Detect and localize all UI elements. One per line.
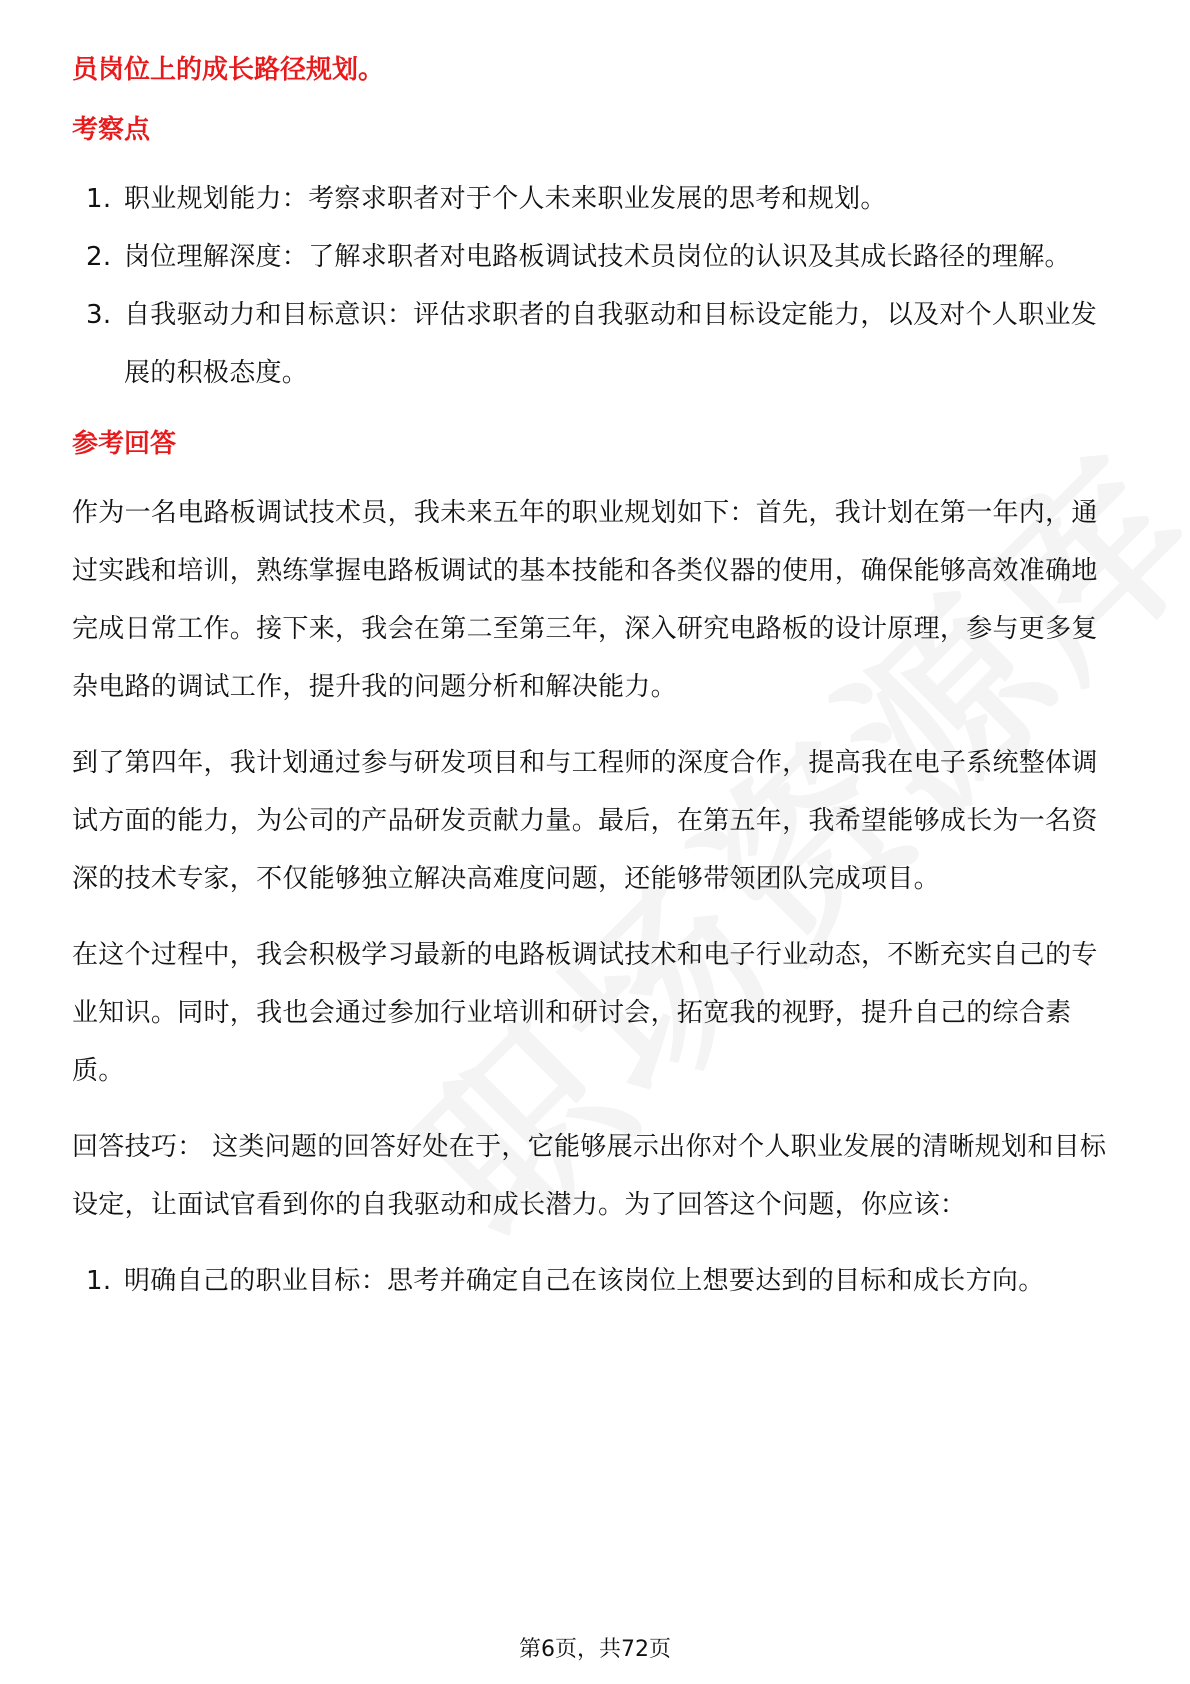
list-item-text: 明确自己的职业目标：思考并确定自己在该岗位上想要达到的目标和成长方向。: [124, 1266, 1045, 1296]
list-number: 1.: [86, 184, 112, 214]
answer-paragraph: 到了第四年，我计划通过参与研发项目和与工程师的深度合作，提高我在电子系统整体调试方面的能力，为公司的产品研发贡献力量。最后，在第五年，我希望能够成长为一名资深的技术专家，不仅能够独立解决高难度问题，还能够带领团队完成项目。: [72, 748, 1098, 894]
section-title-reference-answer: 参考回答: [72, 429, 177, 459]
list-number: 2.: [86, 242, 112, 272]
list-item-text: 岗位理解深度：了解求职者对电路板调试技术员岗位的认识及其成长路径的理解。: [124, 242, 1071, 272]
page-content: [72, 54, 1122, 1310]
answer-paragraph: 在这个过程中，我会积极学习最新的电路板调试技术和电子行业动态，不断充实自己的专业知识。同时，我也会通过参加行业培训和研讨会，拓宽我的视野，提升自己的综合素质。: [72, 940, 1098, 1086]
list-item-text: 职业规划能力：考察求职者对于个人未来职业发展的思考和规划。: [124, 184, 887, 214]
list-item: [72, 1252, 1122, 1310]
list-item: [72, 228, 1122, 286]
list-item: [72, 170, 1122, 228]
answer-tips-paragraph: 回答技巧： 这类问题的回答好处在于，它能够展示出你对个人职业发展的清晰规划和目标设定，让面试官看到你的自我驱动和成长潜力。为了回答这个问题，你应该：: [72, 1132, 1107, 1220]
answer-tips-list: [72, 1252, 1122, 1310]
list-number: 3.: [86, 300, 112, 330]
answer-paragraph: 作为一名电路板调试技术员，我未来五年的职业规划如下：首先，我计划在第一年内，通过实践和培训，熟练掌握电路板调试的基本技能和各类仪器的使用，确保能够高效准确地完成日常工作。接下来，我会在第二至第三年，深入研究电路板的设计原理，参与更多复杂电路的调试工作，提升我的问题分析和解决能力。: [72, 498, 1098, 702]
list-number: 1.: [86, 1266, 112, 1296]
list-item: [72, 286, 1122, 402]
section-title-examination-points: 考察点: [72, 115, 151, 145]
continued-heading: 员岗位上的成长路径规划。: [72, 55, 385, 85]
page-footer: 第6页，共72页: [519, 1637, 671, 1662]
examination-points-list: [72, 170, 1122, 402]
list-item-text: 自我驱动力和目标意识：评估求职者的自我驱动和目标设定能力，以及对个人职业发展的积极态度。: [124, 300, 1098, 388]
